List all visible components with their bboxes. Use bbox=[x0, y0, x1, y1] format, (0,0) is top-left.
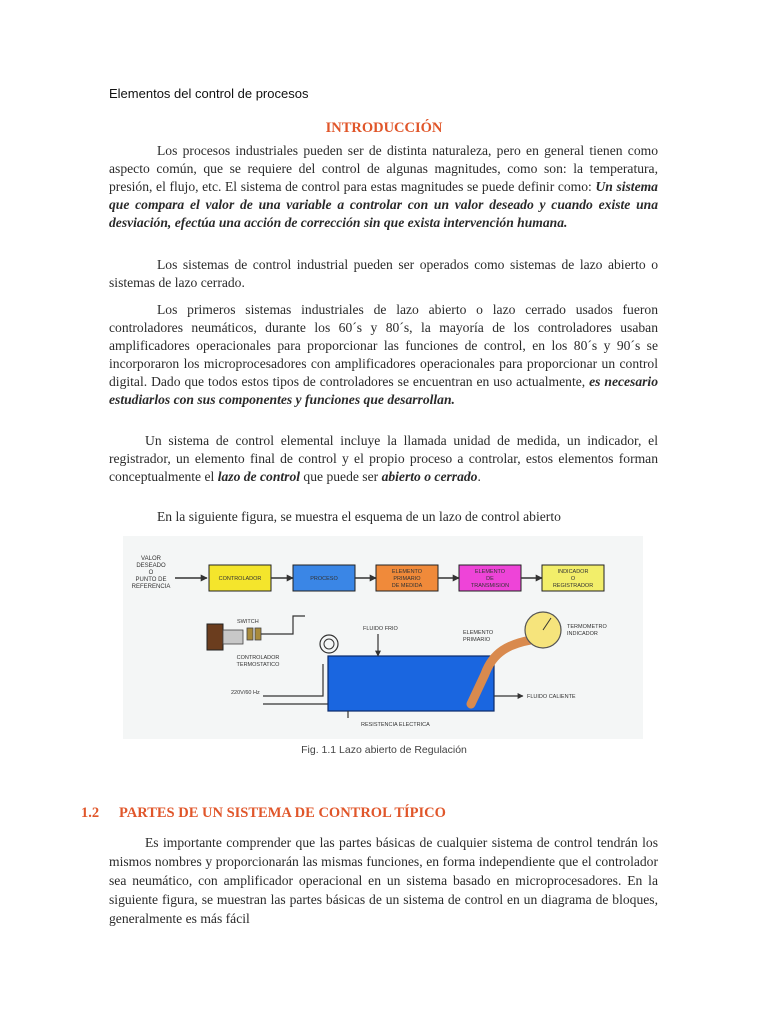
block-label: INDICADOR bbox=[557, 569, 589, 575]
sensor-coil bbox=[324, 639, 334, 649]
input-label-line: O bbox=[148, 570, 154, 576]
block-label: O bbox=[570, 576, 576, 582]
paragraph-elements bbox=[109, 432, 658, 486]
p1-definition: Un sistema que compara el valor de una variable a controlar con un valor deseado y cuando existe una desviación, efectúa una acción de corrección sin que exista intervención humana bbox=[109, 179, 658, 230]
paragraph-figure-intro bbox=[109, 508, 658, 526]
paragraph-parts bbox=[109, 833, 658, 928]
block-label: DE bbox=[486, 576, 494, 582]
primary-element-label: PRIMARIO bbox=[463, 637, 491, 643]
input-label-line: PUNTO DE bbox=[135, 577, 167, 583]
section-title: PARTES DE UN SISTEMA DE CONTROL TÍPICO bbox=[119, 805, 446, 821]
diagram-svg bbox=[123, 536, 643, 739]
block-label: PROCESO bbox=[310, 576, 338, 582]
resistance-label: RESISTENCIA ELECTRICA bbox=[361, 722, 430, 728]
p3-text: Los primeros sistemas industriales de lazo abierto o lazo cerrado usados fueron controladores neumáticos, durante los 60´s y 80´s, la mayoría de los controladores usaban amplificadores operacionales para proporcionar las funciones de control, en los 80´s y 90´s se incorporaron los microprocesadores con amplificadores operacionales para proporcionar un control digital. Dado que todos estos tipos de controladores se encuentran en uso actualmente, bbox=[109, 302, 658, 389]
thermometer-label: INDICADOR bbox=[567, 631, 598, 637]
switch-label: SWITCH bbox=[237, 619, 259, 625]
hot-fluid-label: FLUIDO CALIENTE bbox=[527, 694, 576, 700]
thermostat-label: TERMOSTATICO bbox=[236, 662, 280, 668]
input-label-line: DESEADO bbox=[136, 563, 166, 569]
input-label-line: REFERENCIA bbox=[131, 584, 171, 590]
block-label: ELEMENTO bbox=[391, 569, 423, 575]
block-label: PRIMARIO bbox=[393, 576, 421, 582]
power-wire bbox=[263, 664, 323, 696]
switch-contact bbox=[255, 628, 261, 640]
input-label bbox=[132, 556, 171, 590]
capillary-line bbox=[261, 616, 305, 634]
paragraph-loop-types bbox=[109, 256, 658, 292]
thermostat-label: CONTROLADOR bbox=[236, 655, 280, 661]
section-number: 1.2 bbox=[81, 805, 100, 821]
thermostat-body bbox=[207, 624, 223, 650]
p4-mid: que puede ser bbox=[300, 469, 382, 484]
block-label: CONTROLADOR bbox=[218, 576, 262, 582]
p6-text: Es importante comprender que las partes básicas de cualquier sistema de control tendrán los mismos nombres y proporcionarán las mismas funciones, en forma independiente que el controlador sea neumático, con amplificador operacional en un sistema basado en microprocesadores. En la siguiente figura, se muestran las partes básicas de un sistema de control en un diagrama de bloques, generalmente es más fácil bbox=[109, 835, 658, 926]
supply-label: 220V/60 Hz bbox=[231, 690, 260, 696]
block-label: ELEMENTO bbox=[474, 569, 506, 575]
p2-text: Los sistemas de control industrial pueden ser operados como sistemas de lazo abierto o sistemas de lazo cerrado. bbox=[109, 257, 658, 290]
block-label: REGISTRADOR bbox=[552, 583, 594, 589]
figure-caption: Fig. 1.1 Lazo abierto de Regulación bbox=[301, 744, 467, 756]
p4-end: . bbox=[477, 469, 481, 484]
thermostat-bracket bbox=[223, 630, 243, 644]
primary-element-label: ELEMENTO bbox=[463, 630, 494, 636]
p1-text: Los procesos industriales pueden ser de distinta naturaleza, pero en general tienen como aspecto común, que se requiere del control de algunas magnitudes, como son: la temperatura, presión, el flujo, etc. El sistema de control para estas magnitudes se puede definir como: bbox=[109, 143, 658, 194]
cold-fluid-label: FLUIDO FRIO bbox=[363, 626, 398, 632]
intro-heading: INTRODUCCIÓN bbox=[325, 120, 443, 136]
document-title: Elementos del control de procesos bbox=[109, 86, 309, 101]
block-label: TRANSMISION bbox=[470, 583, 510, 589]
block-label: DE MEDIDA bbox=[391, 583, 423, 589]
thermometer-label: TERMOMETRO bbox=[567, 624, 607, 630]
p4-text: Un sistema de control elemental incluye la llamada unidad de medida, un indicador, el registrador, un elemento final de control y el propio proceso a controlar, estos elementos forman conceptualmente el bbox=[109, 433, 658, 484]
p5-text: En la siguiente figura, se muestra el esquema de un lazo de control abierto bbox=[157, 509, 561, 524]
paragraph-history bbox=[109, 301, 658, 409]
switch-contact bbox=[247, 628, 253, 640]
input-label-line: VALOR bbox=[141, 556, 161, 562]
block-chain bbox=[209, 565, 604, 591]
p1-end: . bbox=[564, 215, 568, 230]
paragraph-intro bbox=[109, 142, 658, 232]
p4-loop-term: lazo de control bbox=[217, 469, 301, 484]
sensor-coil bbox=[320, 635, 338, 653]
section-heading-1-2 bbox=[81, 805, 446, 822]
open-loop-diagram bbox=[123, 536, 643, 739]
p4-open-closed: abierto o cerrado bbox=[381, 469, 478, 484]
p3-emphasis: es necesario estudiarlos con sus componentes y funciones que desarrollan. bbox=[109, 374, 659, 407]
